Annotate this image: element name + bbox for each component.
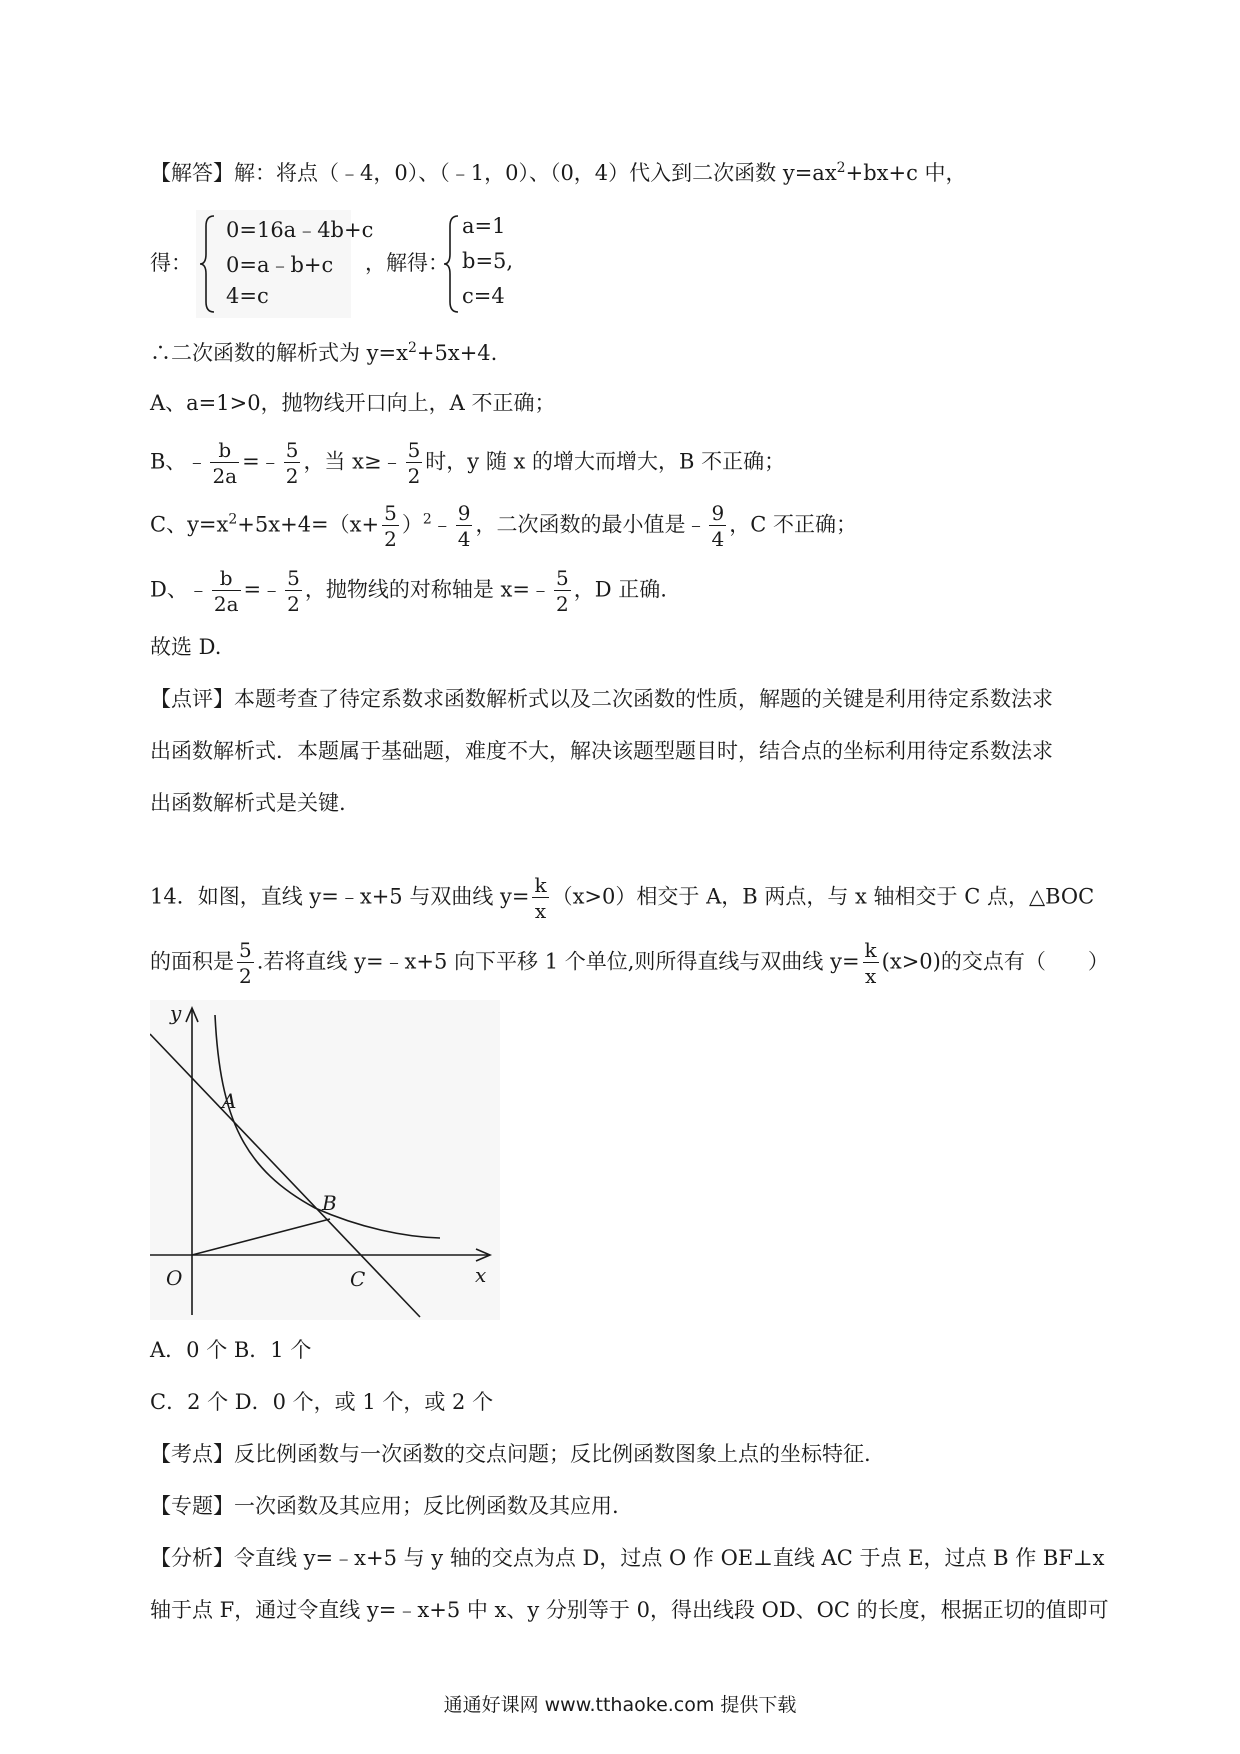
- fraction: $\frac{5}{2}$: [239, 938, 252, 988]
- system-middle-text: ，解得：: [365, 251, 449, 275]
- label-y: y: [170, 1001, 182, 1025]
- fraction: $\frac{k}{x}$: [864, 938, 877, 988]
- option-b-line: B、﹣ $\frac{b}{2a}$ =﹣ $\frac{5}{2}$ ，当 x≥﹣ $\frac{5}{2}$ 时，y 随 x 的增大而增大，B 不正确；: [150, 438, 786, 488]
- fraction: $\frac{k}{x}$: [534, 873, 547, 923]
- graph-figure: [150, 1000, 500, 1320]
- option-c-line: C、$y=x^2+5x+4=(x+$ $\frac{5}{2}$ ）$^2$﹣ $\frac{9}{4}$ ，二次函数的最小值是﹣ $\frac{9}{4}$ ，C 不正确；: [150, 501, 857, 551]
- choices-line-1: A．0 个 B．1 个: [150, 1338, 312, 1362]
- kaodian-line: 【考点】反比例函数与一次函数的交点问题；反比例函数图象上点的坐标特征.: [150, 1442, 871, 1466]
- conclusion-line: ∴二次函数的解析式为 $y=x^2+5x+4$.: [150, 340, 498, 365]
- equation-2: 0=a﹣b+c: [226, 253, 334, 277]
- solution-2: b=5,: [462, 249, 514, 273]
- solution-system: [440, 210, 515, 318]
- fraction: $\frac{b}{2a}$: [212, 438, 238, 488]
- fraction: $\frac{5}{2}$: [287, 566, 300, 616]
- kaodian-label: 【考点】: [150, 1442, 234, 1466]
- choices-line-2: C．2 个 D．0 个，或 1 个，或 2 个: [150, 1390, 494, 1414]
- label-c: C: [350, 1267, 366, 1291]
- label-a: A: [222, 1089, 237, 1113]
- equation-1: 0=16a﹣4b+c: [226, 218, 374, 242]
- fraction: $\frac{5}{2}$: [555, 566, 569, 616]
- comment-line-3: 出函数解析式是关键.: [150, 791, 346, 815]
- answer-intro-line: [150, 158, 1100, 188]
- answer-superscript: 2: [836, 160, 846, 176]
- option-a-line: A、a=1>0，抛物线开口向上，A 不正确；: [150, 391, 556, 415]
- system-prefix: 得：: [150, 251, 192, 275]
- comment-label: 【点评】: [150, 687, 234, 711]
- option-d-line: D、﹣ $\frac{b}{2a}$ =﹣ $\frac{5}{2}$ ，抛物线的对称轴是 x=﹣ $\frac{5}{2}$ ，D 正确.: [150, 566, 667, 616]
- answer-text: 解：将点（﹣4，0）、（﹣1，0）、（0，4）代入到二次函数 y=ax: [234, 161, 837, 185]
- fenxi-line-2: 轴于点 F，通过令直线 y=﹣x+5 中 x、y 分别等于 0，得出线段 OD、OC 的长度，根据正切的值即可: [150, 1598, 1109, 1622]
- zhuanti-line: 【专题】一次函数及其应用；反比例函数及其应用.: [150, 1494, 619, 1518]
- choose-line: 故选 D.: [150, 635, 222, 659]
- fraction: $\frac{9}{4}$: [711, 501, 725, 551]
- solution-3: c=4: [462, 284, 505, 308]
- fenxi-line-1: 【分析】令直线 y=﹣x+5 与 y 轴的交点为点 D，过点 O 作 OE⊥直线 AC 于点 E，过点 B 作 BF⊥x: [150, 1546, 1105, 1570]
- question-14-line-2: 的面积是 $\frac{5}{2}$ .若将直线 y=﹣x+5 向下平移 1 个单位,则所得直线与双曲线 y= $\frac{k}{x}$ (x>0)的交点有（ ）: [150, 938, 1109, 988]
- answer-label: 【解答】: [150, 161, 234, 185]
- label-b: B: [322, 1191, 337, 1215]
- equation-3: 4=c: [226, 284, 269, 308]
- fraction: $\frac{5}{2}$: [384, 501, 397, 551]
- equation-system: [196, 210, 374, 318]
- comment-line-2: 出函数解析式．本题属于基础题，难度不大，解决该题型题目时，结合点的坐标利用待定系数法求: [150, 739, 1053, 763]
- left-brace-icon: [200, 214, 218, 314]
- comment-line-1: 【点评】本题考查了待定系数求函数解析式以及二次函数的性质，解题的关键是利用待定系数法求: [150, 687, 1053, 711]
- page-footer: 通通好课网 www.tthaoke.com 提供下载: [443, 1694, 797, 1716]
- question-14-line-1: 14．如图，直线 y=﹣x+5 与双曲线 y= $\frac{k}{x}$ （x>0）相交于 A，B 两点，与 x 轴相交于 C 点，△BOC: [150, 873, 1095, 923]
- label-x: x: [475, 1263, 487, 1287]
- figure-background: [150, 1000, 500, 1320]
- left-brace-icon: [444, 214, 462, 314]
- solution-1: a=1: [462, 214, 506, 238]
- fraction: $\frac{b}{2a}$: [213, 566, 239, 616]
- fenxi-label: 【分析】: [150, 1546, 234, 1570]
- fraction: $\frac{9}{4}$: [457, 501, 471, 551]
- fraction: $\frac{5}{2}$: [407, 438, 421, 488]
- answer-text-end: +bx+c 中，: [845, 161, 967, 185]
- label-o: O: [166, 1266, 183, 1290]
- zhuanti-label: 【专题】: [150, 1494, 234, 1518]
- fraction: $\frac{5}{2}$: [285, 438, 299, 488]
